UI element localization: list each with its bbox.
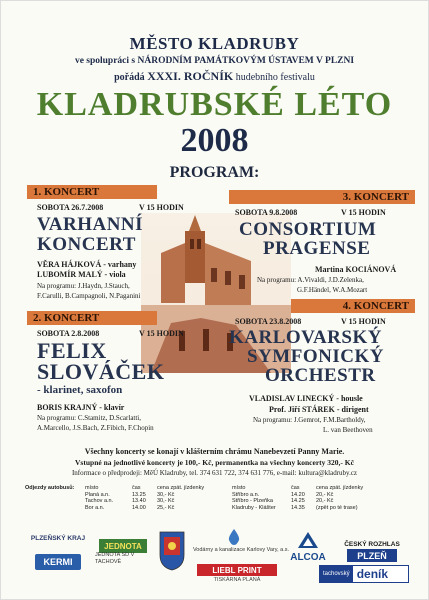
- bus-cell: 13.25: [132, 491, 146, 498]
- concert-4-banner: 4. KONCERT: [291, 299, 415, 313]
- bus-cell: Bor a.n.: [85, 504, 105, 511]
- cesky-rozhlas-logo: [335, 539, 409, 549]
- concert-2-title-line2: SLOVÁČEK: [37, 359, 165, 384]
- program-heading: PROGRAM:: [169, 164, 260, 181]
- bus-cell: 20,- Kč: [316, 498, 334, 504]
- vodarny-text: Vodárny a kanalizace Karlovy Vary, a.s.: [192, 546, 290, 553]
- alcoa-logo: [285, 551, 331, 563]
- concert-4-program-2: L. van Beethoven: [323, 426, 373, 434]
- coat-of-arms-icon: [159, 531, 185, 571]
- bus-header-cell: místo: [85, 485, 99, 491]
- concert-3-time: V 15 HODIN: [341, 208, 386, 217]
- alcoa-logo-icon: [297, 531, 319, 549]
- bus-header-cell: čas: [291, 485, 300, 491]
- kermi-text: KERMI: [43, 557, 73, 567]
- concert-2-title-line1: FELIX: [37, 338, 107, 363]
- shield-icon: [159, 531, 185, 571]
- plzensky-kraj-logo: [23, 531, 93, 545]
- concert-4-performer-1: VLADISLAV LINECKÝ - housle: [249, 394, 363, 403]
- bus-cell: 30,- Kč: [157, 491, 175, 498]
- plzensky-kraj-text: PLZEŇSKÝ KRAJ: [30, 534, 86, 542]
- concert-2-date: SOBOTA 2.8.2008: [37, 329, 100, 338]
- concert-4-time: V 15 HODIN: [341, 317, 386, 326]
- rozhlas-text: ČESKÝ ROZHLAS: [344, 540, 400, 548]
- concert-3-performer: Martina KOCIÁNOVÁ: [315, 265, 397, 274]
- bus-header-cell: místo: [232, 485, 246, 491]
- concert-3-title-line2: PRAGENSE: [263, 238, 371, 259]
- bus-cell: Stříbro a.n.: [232, 491, 260, 498]
- concert-1-program-1: Na programu: J.Haydn, J.Stauch,: [37, 282, 130, 290]
- concert-1-date: SOBOTA 26.7.2008: [37, 203, 104, 212]
- liebl-sub-text: TISKÁRNA PLANÁ: [213, 577, 261, 583]
- concert-1-title-line1: VARHANNÍ: [37, 214, 144, 235]
- bus-cell: 14.25: [291, 498, 305, 504]
- concert-1-banner: 1. KONCERT: [27, 185, 157, 199]
- concert-4-title-line2: SYMFONICKÝ: [247, 346, 384, 367]
- town-name: MĚSTO KLADRUBY: [129, 34, 300, 53]
- water-drop-icon: [227, 529, 241, 545]
- bus-cell: Kladruby - Klášter: [232, 504, 276, 511]
- bus-cell: 30,- Kč: [157, 498, 175, 504]
- jednota-subtitle: [95, 552, 151, 565]
- alcoa-text: ALCOA: [290, 551, 326, 563]
- bus-header-cell: cena zpát. jízdenky: [157, 485, 205, 491]
- denik-text: deník: [356, 567, 389, 581]
- cooperation-line: ve spolupráci s NÁRODNÍM PAMÁTKOVÝM ÚSTAVEM V PLZNI: [74, 56, 355, 66]
- bus-cell: 14.20: [291, 491, 305, 498]
- concert-4-program-1: Na programu: J.Gemrot, F.M.Bartholdy,: [253, 416, 366, 424]
- ticket-info: Vstupné na jednotlivé koncerty je 100,- Kč, permanentka na všechny koncerty 320,- Kč: [75, 458, 354, 467]
- concert-1-performer-1: VĚRA HÁJKOVÁ - varhany: [37, 260, 137, 269]
- festival-word: hudebního festivalu: [235, 72, 315, 83]
- bus-label: Odjezdy autobusů:: [25, 485, 75, 491]
- bus-header-cell: čas: [132, 485, 141, 491]
- kermi-logo: [35, 554, 81, 570]
- tachovsky-text: tachovský: [320, 566, 353, 582]
- liebl-print-logo: [197, 564, 277, 576]
- concert-2-time: V 15 HODIN: [139, 329, 184, 338]
- concert-2-performer: BORIS KRAJNÝ - klavír: [37, 403, 125, 412]
- concert-3-program-1: Na programu: A.Vivaldi, J.D.Zelenka,: [257, 276, 364, 284]
- triangle-logo-icon: [297, 531, 319, 549]
- jednota-text: JEDNOTA: [104, 541, 142, 551]
- bus-header-cell: cena zpát. jízdenky: [316, 485, 364, 491]
- bus-cell: 13.40: [132, 498, 146, 504]
- concert-3-banner: 3. KONCERT: [229, 190, 415, 204]
- concert-1-program-2: F.Carulli, B.Campagnoli, N.Paganini: [37, 292, 141, 300]
- presale-info: Informace o předprodeji: MěÚ Kladruby, tel. 374 631 722, 374 631 776, e-mail: kultura@kladruby.cz: [71, 469, 358, 477]
- concert-1-time: V 15 HODIN: [139, 203, 184, 212]
- venue-info: Všechny koncerty se konají v klášterním chrámu Nanebevzetí Panny Marie.: [84, 447, 345, 456]
- concert-4-date: SOBOTA 23.8.2008: [235, 317, 302, 326]
- jednota-logo: [99, 539, 147, 553]
- bus-table: [85, 485, 366, 511]
- bus-cell: 14.00: [132, 504, 146, 511]
- concert-4-title-line3: ORCHESTR: [265, 365, 376, 386]
- bus-cell: 14.35: [291, 504, 305, 511]
- concert-4-title-line1: KARLOVARSKÝ: [229, 327, 382, 348]
- bus-cell: Stříbro - Plzeňka: [232, 498, 273, 504]
- bus-cell: Planá a.n.: [85, 491, 110, 498]
- concert-3-program-2: G.F.Händel, W.A.Mozart: [297, 286, 368, 294]
- bus-cell: 25,- Kč: [157, 504, 175, 511]
- concert-1-title-line2: KONCERT: [37, 234, 136, 255]
- concert-2-banner: 2. KONCERT: [27, 311, 157, 325]
- concert-1-performer-2: LUBOMÍR MALÝ - viola: [37, 270, 126, 279]
- festival-title: KLADRUBSKÉ LÉTO: [36, 86, 393, 123]
- vodarny-text-box: [191, 546, 291, 554]
- liebl-text: LIEBL PRINT: [212, 565, 262, 575]
- plzen-logo: [347, 549, 397, 562]
- bus-schedule: [85, 485, 366, 511]
- concert-3-title-line1: CONSORTIUM: [239, 219, 377, 240]
- festival-year: 2008: [180, 122, 249, 159]
- jednota-sub-text: JEDNOTA SD V TACHOVĚ: [95, 552, 135, 565]
- concert-3-date: SOBOTA 9.8.2008: [235, 208, 298, 217]
- concert-2-program-2: A.Marcello, J.S.Bach, Z.Fibich, F.Chopin: [37, 424, 154, 432]
- concert-4-performer-2: Prof. Jiří STÁREK - dirigent: [269, 405, 369, 414]
- concert-2-program-1: Na programu: C.Stamitz, D.Scarlatti,: [37, 414, 142, 422]
- edition: XXXI. ROČNÍK: [147, 69, 234, 83]
- bus-cell: Tachov a.n.: [85, 498, 114, 504]
- edition-line: [1, 70, 428, 84]
- vodarny-logo-icon: [227, 529, 241, 545]
- bus-cell: (zpět po té trase): [316, 504, 358, 511]
- liebl-subtitle: [207, 577, 267, 584]
- bus-cell: 20,- Kč: [316, 491, 334, 498]
- table-row: [85, 505, 366, 512]
- tachovsky-denik-logo: [319, 565, 409, 583]
- concert-2-subtitle: - klarinet, saxofon: [37, 384, 123, 396]
- organizes-word: pořádá: [114, 72, 145, 83]
- plzen-text: PLZEŇ: [357, 550, 387, 561]
